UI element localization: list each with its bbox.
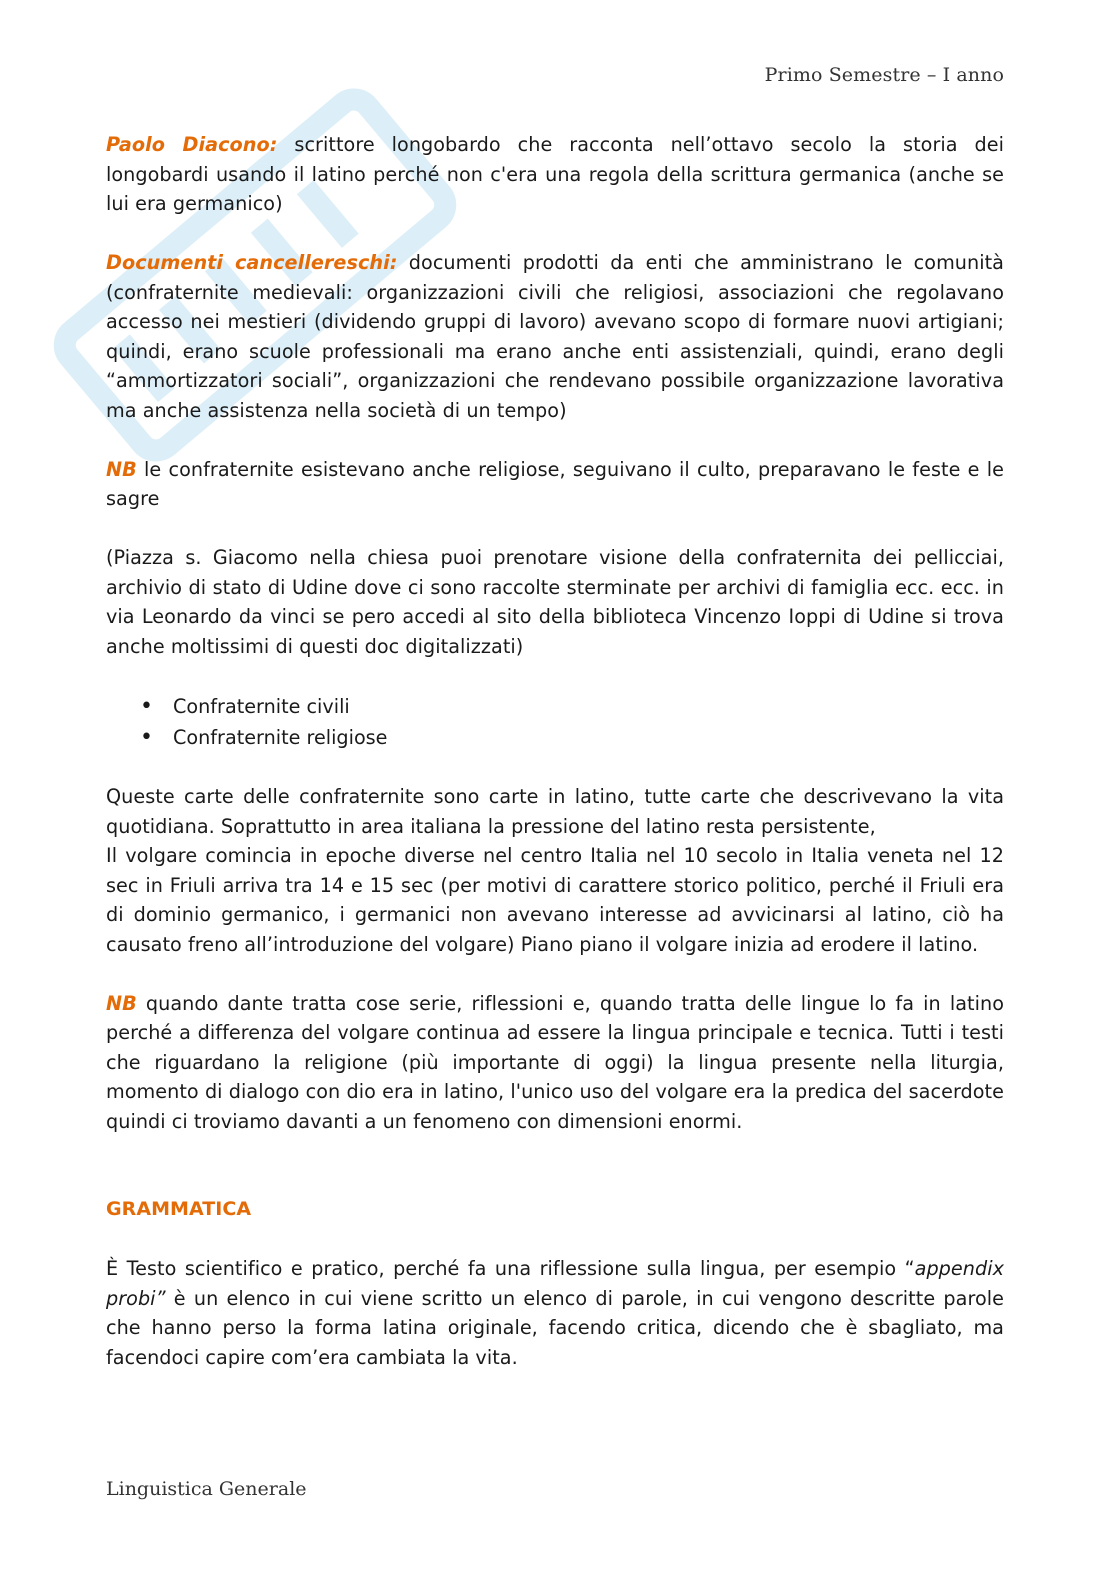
paragraph-queste-carte: [106, 782, 1004, 959]
term-documenti-cancellereschi: Documenti cancellereschi:: [106, 251, 398, 274]
term-nb-2: NB: [106, 991, 137, 1015]
text-queste-line2: Il volgare comincia in epoche diverse nel centro Italia nel 10 secolo in Italia veneta nel 12 sec in Friuli arriva tra 14 e 15 sec (per motivi di carattere storico politico, perché il Friuli era di dominio germanico, i germanici non avevano interesse ad avvicinarsi al latino, ciò ha causato freno all’introduzione del volgare) Piano piano il volgare inizia ad erodere il latino.: [106, 844, 1004, 956]
page-footer: Linguistica Generale: [106, 1478, 307, 1500]
bullet-list: [106, 691, 1004, 753]
text-queste-line1: Queste carte delle confraternite sono carte in latino, tutte carte che descrivevano la vita quotidiana. Soprattutto in area italiana la pressione del latino resta persistente,: [106, 785, 1004, 838]
list-item: • Confraternite civili: [173, 691, 1004, 722]
text-grammatica-after: è un elenco in cui viene scritto un elenco di parole, in cui vengono descritte parole che hanno perso la forma latina originale, facendo critica, dicendo che è sbagliato, ma facendoci capire com’era cambiata la vita.: [106, 1286, 1004, 1369]
term-paolo-diacono: Paolo Diacono:: [106, 133, 278, 156]
paragraph-nb-confraternite: [106, 455, 1004, 514]
paragraph-paolo-diacono: [106, 130, 1004, 219]
text-grammatica-before: È Testo scientifico e pratico, perché fa una riflessione sulla lingua, per esempio “: [106, 1257, 915, 1280]
paragraph-nb-dante: [106, 989, 1004, 1137]
document-body: [106, 130, 1004, 1372]
paragraph-grammatica: [106, 1254, 1004, 1372]
text-appendix-probi: appendix probi”: [106, 1257, 1004, 1310]
text-paolo-diacono: scrittore longobardo che racconta nell’ottavo secolo la storia dei longobardi usando il latino perché non c'era una regola della scrittura germanica (anche se lui era germanico): [106, 133, 1004, 215]
paragraph-piazza: (Piazza s. Giacomo nella chiesa puoi prenotare visione della confraternita dei pellicciai, archivio di stato di Udine dove ci sono raccolte sterminate per archivi di famiglia ecc. ecc. in via Leonardo da vinci se pero accedi al sito della biblioteca Vincenzo Ioppi di Udine si trova anche moltissimi di questi doc digitalizzati): [106, 546, 1004, 658]
term-nb-1: NB: [106, 457, 137, 481]
text-nb-1: le confraternite esistevano anche religiose, seguivano il culto, preparavano le feste e le sagre: [106, 457, 1004, 510]
text-nb-2: quando dante tratta cose serie, riflessioni e, quando tratta delle lingue lo fa in latino perché a differenza del volgare continua ad essere la lingua principale e tecnica. Tutti i testi che riguardano la religione (più importante di oggi) la lingua presente nella liturgia, momento di dialogo con dio era in latino, l'unico uso del volgare era la predica del sacerdote quindi ci troviamo davanti a un fenomeno con dimensioni enormi.: [106, 991, 1004, 1133]
list-item: • Confraternite religiose: [173, 722, 1004, 753]
section-heading-grammatica: GRAMMATICA: [106, 1198, 252, 1220]
paragraph-documenti-cancellereschi: [106, 248, 1004, 425]
page-header: Primo Semestre – I anno: [764, 64, 1004, 86]
text-documenti-cancellereschi: documenti prodotti da enti che amministrano le comunità (confraternite medievali: organizzazioni civili che religiosi, associazioni che regolavano accesso nei mestieri (dividendo gruppi di lavoro) avevano scopo di formare nuovi artigiani; quindi, erano scuole professionali ma erano anche enti assistenziali, quindi, erano degli “ammortizzatori sociali”, organizzazioni che rendevano possibile organizzazione lavorativa ma anche assistenza nella società di un tempo): [106, 251, 1004, 422]
